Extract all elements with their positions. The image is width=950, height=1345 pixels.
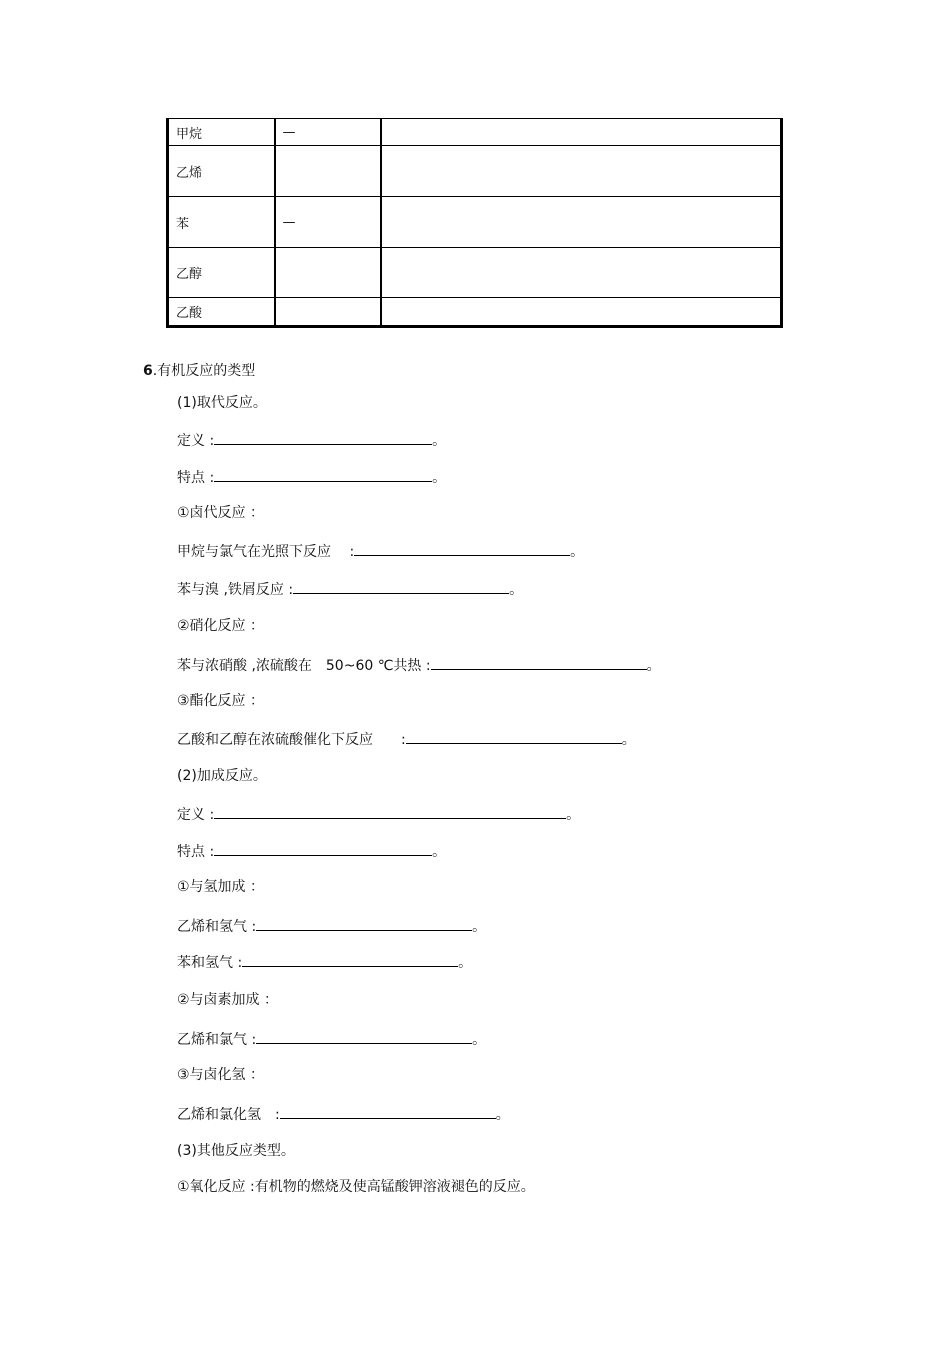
table-cell-col3 xyxy=(381,119,782,146)
fill-in-line xyxy=(177,952,472,972)
table-row xyxy=(168,146,782,197)
subsection-heading: (1)取代反应。 xyxy=(177,395,267,411)
table-row xyxy=(168,197,782,248)
item-heading: ③酯化反应 ： xyxy=(177,693,265,709)
line-label: 乙烯和氯气 : xyxy=(177,1032,257,1048)
table-cell-col2 xyxy=(275,298,381,327)
item-heading: ②与卤素加成 ： xyxy=(177,992,279,1008)
fill-in-line xyxy=(177,655,661,675)
table-cell-name: 乙醇 xyxy=(168,248,275,298)
section-number: 6 xyxy=(143,363,153,379)
line-end: 。 xyxy=(472,1032,487,1048)
item-heading: ②硝化反应 ： xyxy=(177,618,265,634)
table-cell-col2: — xyxy=(275,197,381,248)
table-cell-col3 xyxy=(381,197,782,248)
line-label: 特点 : xyxy=(177,470,215,486)
answer-blank[interactable] xyxy=(214,467,432,482)
oxidation-text: ①氧化反应 :有机物的燃烧及使高锰酸钾溶液褪色的反应。 xyxy=(177,1179,535,1195)
answer-blank[interactable] xyxy=(406,729,622,744)
line-label: 乙烯和氢气 : xyxy=(177,919,257,935)
line-end: 。 xyxy=(621,732,636,748)
fill-in-line xyxy=(177,467,446,487)
table-cell-col2: — xyxy=(275,119,381,146)
answer-blank[interactable] xyxy=(431,655,647,670)
item-heading: ①与氢加成 ： xyxy=(177,879,265,895)
answer-blank[interactable] xyxy=(293,579,509,594)
subsection-heading: (2)加成反应。 xyxy=(177,768,267,784)
line-label: 苯和氢气 : xyxy=(177,955,243,971)
table-cell-col3 xyxy=(381,146,782,197)
table-row xyxy=(168,248,782,298)
line-label: 定义 : xyxy=(177,807,215,823)
section-heading xyxy=(143,362,255,380)
item-heading: ③与卤化氢 ： xyxy=(177,1067,265,1083)
table-row xyxy=(168,298,782,327)
table-cell-name: 苯 xyxy=(168,197,275,248)
line-end: 。 xyxy=(495,1107,510,1123)
line-label: 甲烷与氯气在光照下反应 : xyxy=(177,544,355,560)
table-cell-col3 xyxy=(381,298,782,327)
line-end: 。 xyxy=(432,844,447,860)
organic-compounds-table xyxy=(166,118,783,328)
line-end: 。 xyxy=(646,658,661,674)
answer-blank[interactable] xyxy=(214,804,566,819)
fill-in-line xyxy=(177,916,486,936)
line-label: 定义 : xyxy=(177,433,215,449)
line-end: 。 xyxy=(472,919,487,935)
fill-in-line xyxy=(177,841,446,861)
line-end: 。 xyxy=(570,544,585,560)
line-label: 乙酸和乙醇在浓硫酸催化下反应 : xyxy=(177,732,406,748)
line-end: 。 xyxy=(432,433,447,449)
line-end: 。 xyxy=(432,470,447,486)
fill-in-line xyxy=(177,430,446,450)
answer-blank[interactable] xyxy=(214,430,432,445)
line-label: 苯与浓硝酸 ,浓硫酸在 50~60 ℃共热 : xyxy=(177,658,431,674)
fill-in-line xyxy=(177,804,580,824)
table-cell-name: 乙烯 xyxy=(168,146,275,197)
answer-blank[interactable] xyxy=(242,952,458,967)
item-heading: ①卤代反应 ： xyxy=(177,505,265,521)
answer-blank[interactable] xyxy=(354,541,570,556)
fill-in-line xyxy=(177,729,636,749)
table-row xyxy=(168,119,782,146)
table-cell-col2 xyxy=(275,146,381,197)
fill-in-line xyxy=(177,579,523,599)
table-cell-name: 甲烷 xyxy=(168,119,275,146)
line-label: 特点 : xyxy=(177,844,215,860)
answer-blank[interactable] xyxy=(256,1029,472,1044)
answer-blank[interactable] xyxy=(280,1104,496,1119)
table-cell-col3 xyxy=(381,248,782,298)
subsection-heading: (3)其他反应类型。 xyxy=(177,1143,295,1159)
line-label: 苯与溴 ,铁屑反应 : xyxy=(177,582,294,598)
line-end: 。 xyxy=(458,955,473,971)
table-cell-col2 xyxy=(275,248,381,298)
line-end: 。 xyxy=(509,582,524,598)
answer-blank[interactable] xyxy=(256,916,472,931)
fill-in-line xyxy=(177,1104,510,1124)
line-end: 。 xyxy=(566,807,581,823)
line-label: 乙烯和氯化氢 : xyxy=(177,1107,280,1123)
answer-blank[interactable] xyxy=(214,841,432,856)
section-title: .有机反应的类型 xyxy=(152,363,256,379)
fill-in-line xyxy=(177,541,584,561)
fill-in-line xyxy=(177,1029,486,1049)
table-cell-name: 乙酸 xyxy=(168,298,275,327)
